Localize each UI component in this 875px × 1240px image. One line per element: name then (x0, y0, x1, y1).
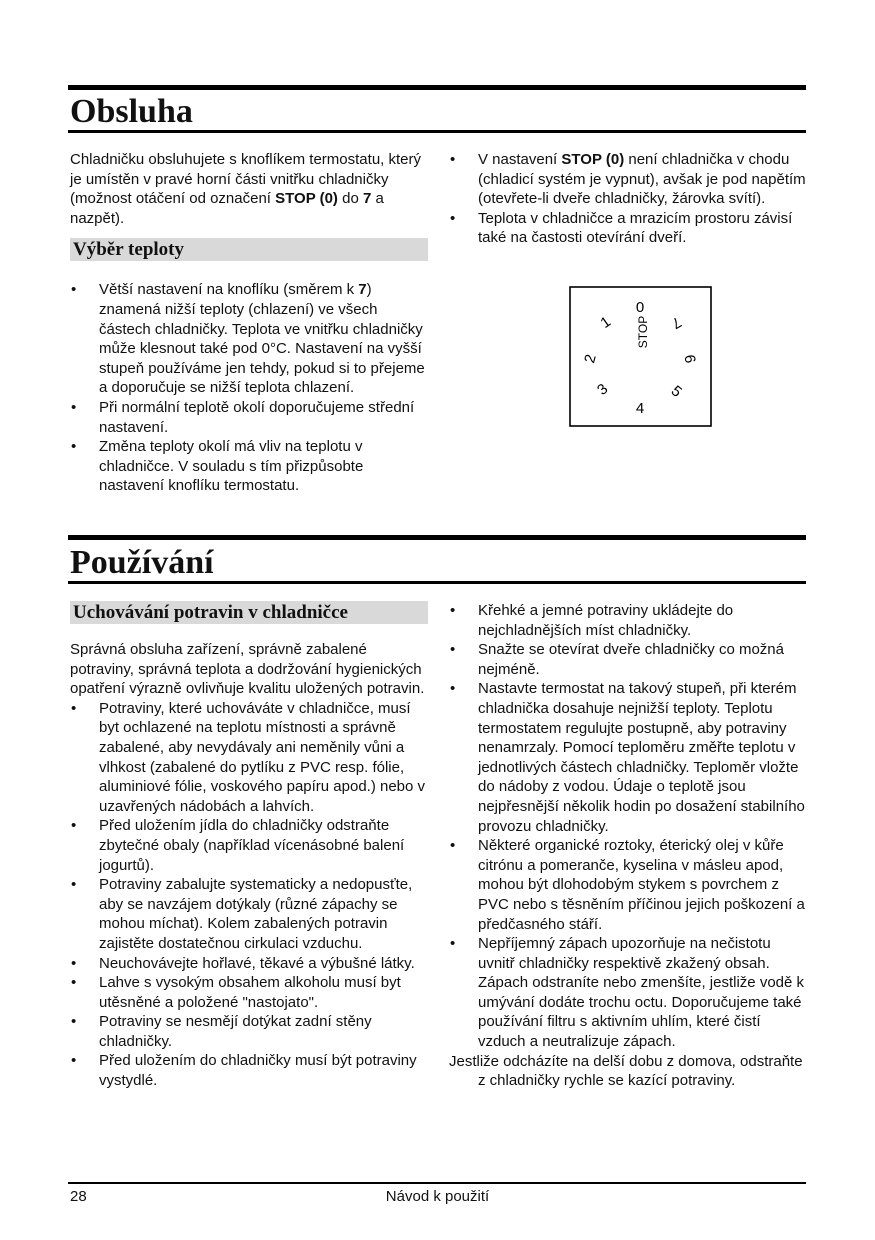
subheading-uchovavani-potravin: Uchovávání potravin v chladničce (70, 601, 428, 624)
text-run: Větší nastavení na knoflíku (směrem k (99, 281, 359, 299)
footer-page-number: 28 (70, 1188, 87, 1205)
text-run: Teplota v chladničce a mrazicím prostoru závisí také na častosti otevírání dveří. (478, 209, 793, 247)
obsluha-left-column (70, 150, 428, 496)
bold-text: 7 (358, 281, 367, 299)
text-run: do (337, 190, 363, 208)
list-item (70, 398, 428, 437)
text-run: Chladničku obsluhujete s knoflíkem termostatu, který je umístěn v pravé horní části vnitřku chladničky (možnost otáčení od označení (70, 151, 421, 208)
list-item: • Snažte se otevírat dveře chladničky co možná nejméně. (449, 640, 807, 679)
list-item: • Neuchovávejte hořlavé, těkavé a výbušné látky. (70, 954, 428, 974)
list-item (70, 437, 428, 496)
title-underline (68, 130, 806, 133)
pouzivani-right-column (449, 601, 807, 1091)
list-item: • Některé organické roztoky, éterický olej v kůře citrónu a pomeranče, kyselina v másleu apod, mohou být dlohodobým stykem s povrchem z PVC nebo s těsněním příčinou jejich poškození a předčasného stáří. (449, 836, 807, 934)
text-run: ) znamená nižší teploty (chlazení) ve všech částech chladničky. Teplota ve vnitřku chladničky může klesnout také pod 0°C. Nastavení na vyšší stupeň používáme jen tehdy, pokud si to přejeme a doporučuje se nižší teplota chlazení. (99, 281, 425, 397)
list-item: • Potraviny, které uchováváte v chladničce, musí byt ochlazené na teplotu místnosti a správně zabalené, aby nevydávaly ani neměnily vůni a vlhkost (zabalené do pytlíku z PVC resp. fólie, aluminiové fólie, voskového papíru apod.) nebo v uzavřených nádobách a lahvích. (70, 699, 428, 817)
dial-number-4: 4 (635, 399, 645, 417)
obsluha-right-column (449, 150, 807, 248)
text-run: Změna teploty okolí má vliv na teplotu v chladničce. V souladu s tím přizpůsobte nastavení knoflíku termostatu. (99, 438, 364, 495)
subheading-vyber-teploty: Výběr teploty (70, 238, 428, 261)
list-item: • Křehké a jemné potraviny ukládejte do nejchladnějších míst chladničky. (449, 601, 807, 640)
list-item: • Potraviny zabalujte systematicky a nedopusťte, aby se navzájem dotýkaly (různé zápachy se mohou míchat). Kolem zabalených potravin zajistěte dostatečnou cirkulaci vzduchu. (70, 875, 428, 953)
text-run: a nazpět). (70, 190, 384, 227)
list-item: • Lahve s vysokým obsahem alkoholu musí byt utěsněné a položené "nastojato". (70, 973, 428, 1012)
list-item: • Potraviny se nesmějí dotýkat zadní stěny chladničky. (70, 1012, 428, 1051)
vyber-teploty-list (70, 280, 428, 496)
footer-rule (68, 1182, 806, 1184)
list-item (449, 209, 807, 248)
section-title-pouzivani: Používání (70, 544, 214, 581)
list-item: • Před uložením jídla do chladničky odstraňte zbytečné obaly (například vícenásobné balení jogurtů). (70, 816, 428, 875)
dial-number-1: 1 (597, 313, 614, 332)
top-rule (68, 85, 806, 90)
section-title-obsluha: Obsluha (70, 93, 193, 130)
list-item (449, 150, 807, 209)
list-item: • Nepříjemný zápach upozorňuje na nečistotu uvnitř chladničky respektivě zkažený obsah. Zápach odstraníte nebo zmenšíte, jestliže vodě k umývání dodáte trochu octu. Doporučujeme také používání filtru s aktivním uhlím, které čistí vzduch a neutralizuje zápach. (449, 934, 807, 1052)
thermostat-dial-icon (569, 286, 712, 427)
thermostat-dial-figure (569, 286, 712, 427)
obsluha-intro (70, 150, 428, 228)
section2-title-underline (68, 581, 806, 584)
dial-number-6: 6 (680, 353, 699, 365)
pouzivani-closing-note: Jestliže odcházíte na delší dobu z domova, odstraňte z chladničky rychle se kazící potraviny. (449, 1052, 803, 1090)
obsluha-right-list (449, 150, 807, 248)
list-item (70, 280, 428, 398)
footer-title: Návod k použití (385, 1188, 490, 1205)
pouzivani-right-list (449, 601, 807, 1052)
dial-number-5: 5 (667, 382, 686, 401)
list-item: • Před uložením do chladničky musí být potraviny vystydlé. (70, 1051, 428, 1090)
dial-number-7: 7 (668, 313, 685, 332)
text-run: Při normální teplotě okolí doporučujeme střední nastavení. (99, 398, 415, 436)
pouzivani-intro: Správná obsluha zařízení, správně zabalené potraviny, správná teplota a dodržování hygienických opatření výrazně ovlivňuje kvalitu uložených potravin. (70, 641, 425, 698)
text-run: není chladnička v chodu (chladicí systém je vypnut), avšak je pod napětím (otevřete-li dveře chladničky, žárovka svítí). (478, 151, 806, 208)
list-item: • Nastavte termostat na takový stupeň, při kterém chladnička dosahuje nejnižší teploty. Teplotu termostatem regulujte postupně, aby potraviny nenamrzaly. Pomocí teploměru změřte teplotu v jednotlivých částech chladničky. Teploměr vložte do nádoby z vodou. Údaje o teplotě jsou nejpřesnější několik hodin po dosažení stabilního provozu chladničky. (449, 679, 807, 836)
section2-top-rule (68, 535, 806, 540)
bold-text: STOP (0) (275, 190, 338, 208)
bold-text: STOP (0) (561, 151, 625, 168)
dial-number-0: 0 (635, 298, 645, 316)
dial-number-2: 2 (581, 352, 600, 366)
bold-text: 7 (362, 190, 372, 208)
pouzivani-left-list (70, 699, 428, 1091)
dial-number-3: 3 (593, 380, 612, 399)
dial-stop-label: STOP (636, 315, 651, 349)
pouzivani-left-column (70, 601, 428, 1091)
text-run: V nastavení (478, 151, 562, 168)
